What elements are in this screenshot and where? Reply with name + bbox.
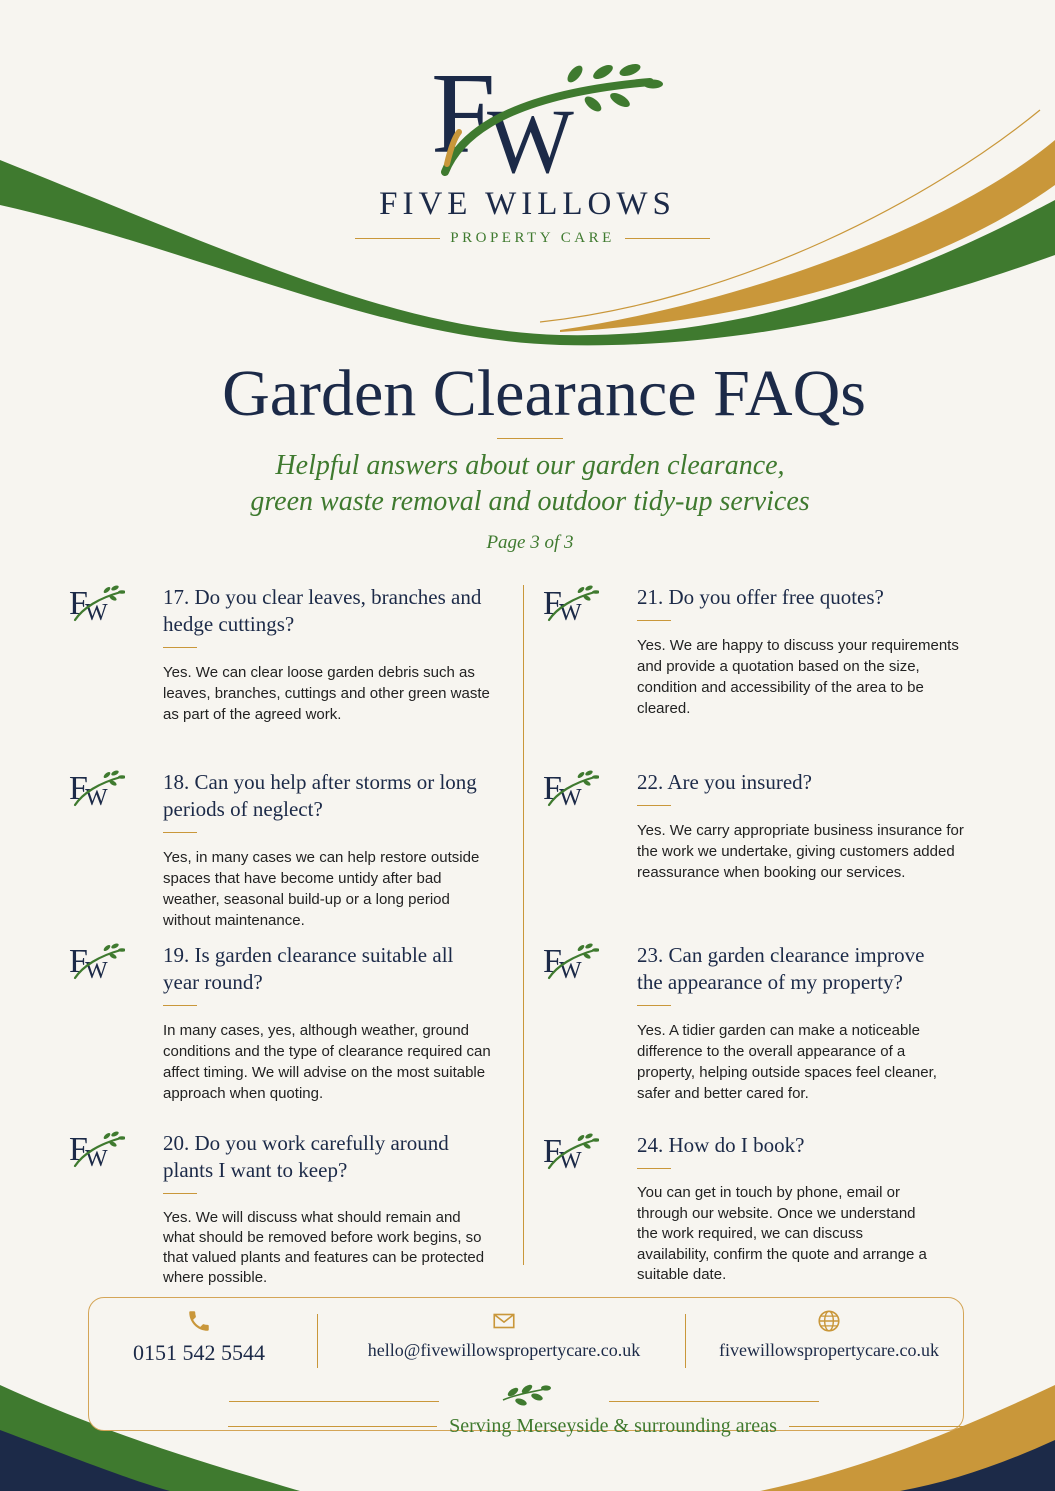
faq-question: 18. Can you help after storms or long periods of neglect? [163,770,477,821]
brand-name: FIVE WILLOWS [379,186,676,222]
divider [637,620,671,621]
divider [163,647,197,648]
faq-item [163,584,493,725]
leaf-sprig-icon [499,1382,553,1406]
divider [609,1401,819,1402]
brand-tagline: PROPERTY CARE [450,230,615,246]
divider [163,1193,197,1194]
faq-answer: Yes. We will discuss what should remain and what should be removed before work begins, so that valued plants and features can be protected where possible. [163,1209,485,1286]
divider [637,1005,671,1006]
column-divider [523,585,524,1265]
faq-answer: Yes, in many cases we can help restore outside spaces that have become untidy after bad weather, seasonal build-up or a long period without maintenance. [163,849,480,929]
divider [163,1005,197,1006]
email-address: hello@fivewillowspropertycare.co.uk [367,1340,641,1360]
fw-logo-icon [543,1128,599,1172]
faq-answer: Yes. A tidier garden can make a noticeable difference to the overall appearance of a property, helping outside spaces feel cleaner, safer and better cared for. [637,1022,937,1102]
subtitle-line: green waste removal and outdoor tidy-up services [250,486,810,517]
divider [229,1401,439,1402]
phone-icon [186,1308,212,1334]
subtitle-line: Helpful answers about our garden clearance, [275,450,785,481]
fw-logo-icon [69,938,125,982]
page-number: Page 3 of 3 [486,532,574,553]
page-subtitle [180,448,880,520]
divider [497,438,563,439]
divider [685,1314,686,1368]
divider [625,238,710,239]
faq-question: 17. Do you clear leaves, branches and hedge cuttings? [163,585,482,636]
fw-logo-icon [543,765,599,809]
fw-logo-icon [543,938,599,982]
fw-logo-icon [543,580,599,624]
page-title: Garden Clearance FAQs [222,357,866,430]
service-area: Serving Merseyside & surrounding areas [449,1415,777,1437]
contact-website[interactable] [709,1308,949,1361]
brand-tagline-row [355,230,710,247]
fw-logo-icon [69,765,125,809]
phone-number: 0151 542 5544 [133,1340,265,1365]
faq-item [163,1130,493,1288]
divider [163,832,197,833]
faq-item [637,769,967,883]
divider [637,1168,671,1169]
fw-logo-icon [69,1126,125,1170]
website-url: fivewillowspropertycare.co.uk [719,1340,939,1360]
faq-item [163,769,493,931]
faq-answer: Yes. We are happy to discuss your requirements and provide a quotation based on the size, condition and accessibility of the area to be cleared. [637,637,959,717]
faq-item [163,942,493,1104]
service-area-row [228,1415,998,1438]
faq-question: 24. How do I book? [637,1133,805,1157]
contact-email[interactable] [349,1308,659,1361]
faq-question: 23. Can garden clearance improve the appearance of my property? [637,943,925,994]
divider [789,1426,998,1427]
envelope-icon [491,1308,517,1334]
divider [637,805,671,806]
faq-item [637,584,967,719]
globe-icon [816,1308,842,1334]
five-willows-logo [425,52,665,182]
faq-question: 19. Is garden clearance suitable all year round? [163,943,454,994]
fw-logo-icon [69,580,125,624]
faq-answer: Yes. We carry appropriate business insurance for the work we undertake, giving customers added reassurance when booking our services. [637,822,964,881]
contact-panel [88,1297,964,1431]
faq-item [637,942,947,1104]
faq-question: 22. Are you insured? [637,770,812,794]
faq-item [637,1132,927,1286]
divider [228,1426,437,1427]
svg-text:F: F [431,52,496,178]
faq-answer: You can get in touch by phone, email or through our website. Once we understand the work required, we can discuss availability, confirm the quote and arrange a suitable date. [637,1184,927,1283]
divider [317,1314,318,1368]
divider [355,238,440,239]
faq-answer: In many cases, yes, although weather, ground conditions and the type of clearance required can affect timing. We will advise on the most suitable approach when quoting. [163,1022,491,1102]
contact-phone[interactable] [119,1308,279,1366]
faq-question: 20. Do you work carefully around plants I want to keep? [163,1131,449,1182]
svg-text:W: W [487,90,574,182]
faq-answer: Yes. We can clear loose garden debris such as leaves, branches, cuttings and other green waste as part of the agreed work. [163,664,490,723]
faq-question: 21. Do you offer free quotes? [637,585,884,609]
